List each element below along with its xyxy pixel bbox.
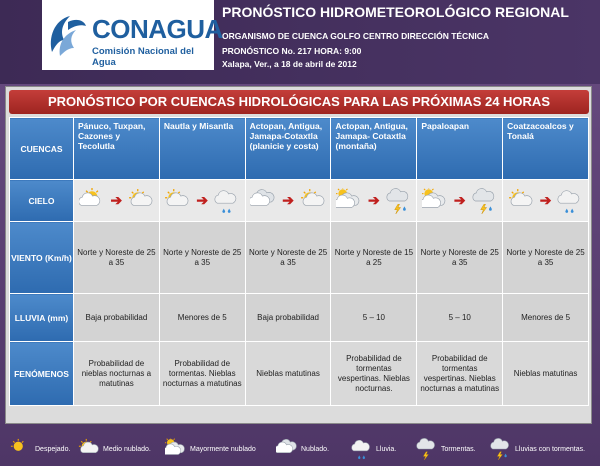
wind-cell: Norte y Noreste de 25 a 35: [417, 222, 503, 294]
sky-cell: [331, 180, 417, 222]
sky-transition: [419, 188, 500, 214]
phenomena-cell: Nieblas matutinas: [503, 342, 589, 406]
basin-header: Actopan, Antigua, Jamapa-Cotaxtla (planicie y costa): [245, 118, 331, 180]
light-rain-icon: [351, 438, 373, 460]
thunderstorm-icon: [416, 438, 438, 460]
phenomena-cell: Probabilidad de tormentas. Nieblas nocturnas a matutinas: [159, 342, 245, 406]
forecast-table-frame: [5, 86, 592, 424]
basins-row: [10, 118, 589, 180]
sky-cell: [159, 180, 245, 222]
rain-row: [10, 294, 589, 342]
row-header-basins: CUENCAS: [10, 118, 74, 180]
row-header-rain: LLUVIA (mm): [10, 294, 74, 342]
legend-label: Despejado.: [35, 445, 71, 453]
legend-item: [351, 438, 396, 460]
cloudy-icon: [250, 188, 276, 214]
rain-cell: Menores de 5: [503, 294, 589, 342]
wind-cell: Norte y Noreste de 25 a 35: [159, 222, 245, 294]
sky-cell: [74, 180, 160, 222]
main-title: PRONÓSTICO HIDROMETEOROLÓGICO REGIONAL: [222, 4, 569, 20]
partly-sunny-icon: [508, 188, 534, 214]
arrow-right-icon: ➔: [282, 191, 294, 208]
basin-header: Papaloapan: [417, 118, 503, 180]
rain-cell: Menores de 5: [159, 294, 245, 342]
row-header-wind: VIENTO (Km/h): [10, 222, 74, 294]
sky-row: [10, 180, 589, 222]
conagua-logo: [42, 0, 223, 70]
logo-title: CONAGUA: [92, 14, 223, 44]
wind-row: [10, 222, 589, 294]
partly-cloudy-icon: [79, 188, 105, 214]
light-rain-icon: [214, 188, 240, 214]
thunderstorm-rain-icon: [490, 438, 512, 460]
sky-transition: [162, 188, 243, 214]
legend-item: [490, 438, 585, 460]
sky-transition: [76, 188, 157, 214]
sky-transition: [333, 188, 414, 214]
date-line: Xalapa, Ver., a 18 de abril de 2012: [222, 59, 357, 69]
wind-cell: Norte y Noreste de 25 a 35: [74, 222, 160, 294]
rain-cell: 5 – 10: [331, 294, 417, 342]
legend-label: Medio nublado.: [103, 445, 151, 453]
mostly-cloudy-icon: [336, 188, 362, 214]
legend-label: Tormentas.: [441, 445, 476, 453]
table-title: PRONÓSTICO POR CUENCAS HIDROLÓGICAS PARA LAS PRÓXIMAS 24 HORAS: [9, 90, 589, 114]
phenomena-cell: Probabilidad de tormentas vespertinas. Nieblas nocturnas.: [331, 342, 417, 406]
organism-line: ORGANISMO DE CUENCA GOLFO CENTRO DIRECCIÓN TÉCNICA: [222, 31, 489, 41]
phenomena-row: [10, 342, 589, 406]
partly-sunny-icon: [164, 188, 190, 214]
rain-cell: Baja probabilidad: [74, 294, 160, 342]
basin-header: Coatzacoalcos y Tonalá: [503, 118, 589, 180]
sky-cell: [245, 180, 331, 222]
eagle-emblem-icon: [46, 10, 88, 60]
arrow-right-icon: ➔: [539, 191, 552, 208]
thunderstorm-rain-icon: [472, 188, 498, 214]
sky-transition: [505, 188, 586, 214]
legend-label: Lluvia.: [376, 445, 397, 453]
wind-cell: Norte y Noreste de 25 a 35: [503, 222, 589, 294]
thunderstorm-rain-icon: [386, 188, 412, 214]
cloudy-icon: [276, 438, 298, 460]
basin-header: Nautla y Misantla: [159, 118, 245, 180]
mostly-cloudy-icon: [165, 438, 187, 460]
basin-header: Actopan, Antigua, Jamapa- Cotaxtla (montaña): [331, 118, 417, 180]
arrow-right-icon: ➔: [368, 191, 380, 208]
legend-item: [78, 438, 151, 460]
wind-cell: Norte y Noreste de 25 a 35: [245, 222, 331, 294]
legend-item: [165, 438, 256, 460]
light-rain-icon: [557, 188, 583, 214]
partly-sunny-icon: [128, 188, 154, 214]
legend-label: Mayormente nublado: [190, 445, 256, 453]
forecast-table: [9, 117, 589, 406]
phenomena-cell: Probabilidad de nieblas nocturnas a matutinas: [74, 342, 160, 406]
legend: [0, 430, 600, 466]
rain-cell: 5 – 10: [417, 294, 503, 342]
arrow-right-icon: ➔: [110, 191, 123, 208]
phenomena-cell: Nieblas matutinas: [245, 342, 331, 406]
legend-item: [276, 438, 329, 460]
legend-item: [10, 438, 70, 460]
sky-cell: [417, 180, 503, 222]
partly-sunny-icon: [300, 188, 326, 214]
header: [0, 0, 600, 84]
arrow-right-icon: ➔: [453, 191, 466, 208]
legend-item: [416, 438, 476, 460]
sky-cell: [503, 180, 589, 222]
partly-sunny-icon: [78, 438, 100, 460]
legend-label: Lluvias con tormentas.: [515, 445, 586, 453]
wind-cell: Norte y Noreste de 15 a 25: [331, 222, 417, 294]
arrow-right-icon: ➔: [196, 191, 209, 208]
mostly-cloudy-icon: [422, 188, 448, 214]
sunny-icon: [10, 438, 32, 460]
forecast-number-line: PRONÓSTICO No. 217 HORA: 9:00: [222, 46, 362, 56]
rain-cell: Baja probabilidad: [245, 294, 331, 342]
basin-header: Pánuco, Tuxpan, Cazones y Tecolutla: [74, 118, 160, 180]
logo-subtitle: Comisión Nacional del Agua: [92, 46, 194, 68]
row-header-sky: CIELO: [10, 180, 74, 222]
phenomena-cell: Probabilidad de tormentas vespertinas. Nieblas nocturnas a matutinas: [417, 342, 503, 406]
row-header-phenomena: FENÓMENOS: [10, 342, 74, 406]
legend-label: Nublado.: [301, 445, 330, 453]
sky-transition: [248, 188, 329, 214]
